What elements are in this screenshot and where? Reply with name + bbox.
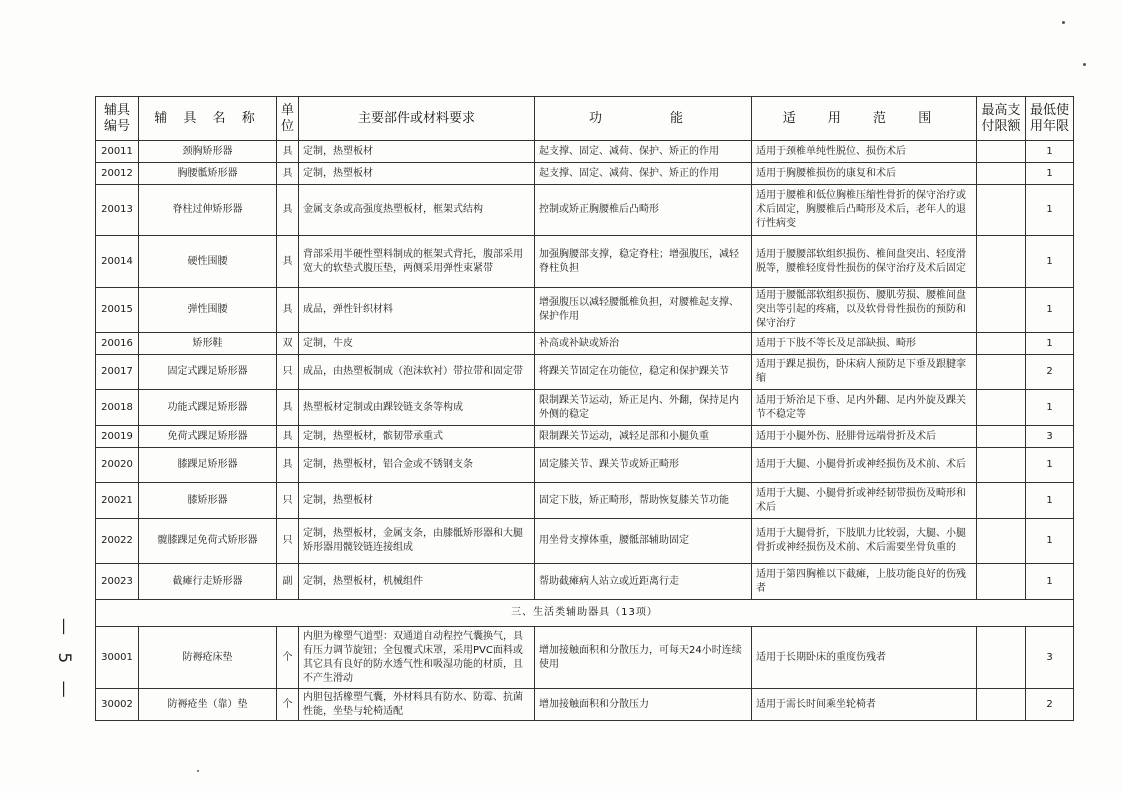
cell-function: 增加接触面积和分散压力，可每天24小时连续使用 bbox=[535, 627, 752, 689]
cell-function: 起支撑、固定、减荷、保护、矫正的作用 bbox=[535, 141, 752, 163]
header-code: 辅具编号 bbox=[96, 97, 139, 141]
cell-function: 固定下肢，矫正畸形，帮助恢复膝关节功能 bbox=[535, 483, 752, 519]
cell-function: 补高或补缺或矫治 bbox=[535, 333, 752, 355]
cell-unit: 个 bbox=[277, 627, 299, 689]
cell-name: 颈胸矫形器 bbox=[139, 141, 277, 163]
cell-material: 金属支条或高强度热塑板材，框架式结构 bbox=[299, 185, 535, 236]
cell-scope: 适用于踝足损伤，卧床病人预防足下垂及跟腱挛缩 bbox=[752, 355, 977, 390]
cell-unit: 具 bbox=[277, 141, 299, 163]
page-number: — 5 — bbox=[54, 618, 74, 704]
header-name: 辅 具 名 称 bbox=[139, 97, 277, 141]
cell-scope: 适用于大腿、小腿骨折或神经韧带损伤及畸形和术后 bbox=[752, 483, 977, 519]
assistive-device-table bbox=[95, 96, 1074, 721]
cell-max-price bbox=[977, 333, 1026, 355]
table-row bbox=[96, 333, 1074, 355]
cell-function: 控制或矫正胸腰椎后凸畸形 bbox=[535, 185, 752, 236]
cell-min-years: 1 bbox=[1026, 564, 1074, 600]
cell-function: 固定膝关节、踝关节或矫正畸形 bbox=[535, 448, 752, 483]
cell-name: 矫形鞋 bbox=[139, 333, 277, 355]
cell-min-years: 1 bbox=[1026, 288, 1074, 333]
cell-unit: 副 bbox=[277, 564, 299, 600]
header-unit: 单位 bbox=[277, 97, 299, 141]
cell-name: 功能式踝足矫形器 bbox=[139, 390, 277, 426]
table-row bbox=[96, 448, 1074, 483]
cell-unit: 具 bbox=[277, 236, 299, 288]
scan-speck bbox=[197, 770, 199, 772]
table-row bbox=[96, 163, 1074, 185]
table-row bbox=[96, 564, 1074, 600]
cell-code: 20014 bbox=[96, 236, 139, 288]
cell-unit: 具 bbox=[277, 163, 299, 185]
cell-min-years: 1 bbox=[1026, 448, 1074, 483]
table-row bbox=[96, 236, 1074, 288]
cell-code: 20013 bbox=[96, 185, 139, 236]
cell-min-years: 1 bbox=[1026, 163, 1074, 185]
cell-material: 定制，热塑板材 bbox=[299, 141, 535, 163]
cell-material: 成品，由热塑板制成（泡沫软衬）带拉带和固定带 bbox=[299, 355, 535, 390]
cell-unit: 个 bbox=[277, 689, 299, 721]
cell-name: 硬性围腰 bbox=[139, 236, 277, 288]
cell-max-price bbox=[977, 564, 1026, 600]
cell-code: 20016 bbox=[96, 333, 139, 355]
cell-unit: 具 bbox=[277, 288, 299, 333]
cell-scope: 适用于矫治足下垂、足内外翻、足内外旋及踝关节不稳定等 bbox=[752, 390, 977, 426]
table-row bbox=[96, 426, 1074, 448]
header-material: 主要部件或材料要求 bbox=[299, 97, 535, 141]
cell-material: 定制，热塑板材 bbox=[299, 163, 535, 185]
cell-max-price bbox=[977, 141, 1026, 163]
table-row bbox=[96, 390, 1074, 426]
cell-name: 固定式踝足矫形器 bbox=[139, 355, 277, 390]
cell-code: 20017 bbox=[96, 355, 139, 390]
cell-max-price bbox=[977, 627, 1026, 689]
cell-unit: 具 bbox=[277, 426, 299, 448]
cell-name: 胸腰骶矫形器 bbox=[139, 163, 277, 185]
cell-max-price bbox=[977, 185, 1026, 236]
cell-scope: 适用于需长时间乘坐轮椅者 bbox=[752, 689, 977, 721]
cell-code: 20015 bbox=[96, 288, 139, 333]
cell-function: 限制踝关节运动，减轻足部和小腿负重 bbox=[535, 426, 752, 448]
cell-material: 成品，弹性针织材料 bbox=[299, 288, 535, 333]
section-title: 三、生活类辅助器具（13项） bbox=[96, 600, 1074, 627]
cell-scope: 适用于腰骶部软组织损伤、腰肌劳损、腰椎间盘突出等引起的疼痛，以及软骨骨性损伤的预防和保守治疗 bbox=[752, 288, 977, 333]
cell-min-years: 2 bbox=[1026, 355, 1074, 390]
cell-max-price bbox=[977, 163, 1026, 185]
cell-name: 免荷式踝足矫形器 bbox=[139, 426, 277, 448]
cell-material: 定制，热塑板材，髌韧带承重式 bbox=[299, 426, 535, 448]
section-row bbox=[96, 600, 1074, 627]
table-row bbox=[96, 288, 1074, 333]
cell-function: 增强腹压以减轻腰骶椎负担，对腰椎起支撑、保护作用 bbox=[535, 288, 752, 333]
cell-name: 截瘫行走矫形器 bbox=[139, 564, 277, 600]
cell-code: 20018 bbox=[96, 390, 139, 426]
cell-max-price bbox=[977, 390, 1026, 426]
cell-code: 20023 bbox=[96, 564, 139, 600]
cell-scope: 适用于胸腰椎损伤的康复和术后 bbox=[752, 163, 977, 185]
cell-code: 20021 bbox=[96, 483, 139, 519]
cell-scope: 适用于腰椎和低位胸椎压缩性骨折的保守治疗或术后固定，胸腰椎后凸畸形及术后，老年人的退行性病变 bbox=[752, 185, 977, 236]
cell-min-years: 2 bbox=[1026, 689, 1074, 721]
scan-speck bbox=[1083, 63, 1086, 66]
table-row bbox=[96, 355, 1074, 390]
cell-name: 防褥疮坐（靠）垫 bbox=[139, 689, 277, 721]
cell-max-price bbox=[977, 448, 1026, 483]
cell-scope: 适用于颈椎单纯性脱位、损伤术后 bbox=[752, 141, 977, 163]
cell-unit: 只 bbox=[277, 355, 299, 390]
cell-unit: 双 bbox=[277, 333, 299, 355]
table-row bbox=[96, 483, 1074, 519]
cell-material: 背部采用半硬性塑料制成的框架式背托，腹部采用宽大的软垫式腹压垫，两侧采用弹性束紧带 bbox=[299, 236, 535, 288]
cell-material: 定制，热塑板材 bbox=[299, 483, 535, 519]
cell-function: 起支撑、固定、减荷、保护、矫正的作用 bbox=[535, 163, 752, 185]
cell-unit: 只 bbox=[277, 483, 299, 519]
cell-code: 20022 bbox=[96, 519, 139, 564]
cell-max-price bbox=[977, 426, 1026, 448]
cell-min-years: 1 bbox=[1026, 141, 1074, 163]
cell-function: 限制踝关节运动，矫正足内、外翻，保持足内外侧的稳定 bbox=[535, 390, 752, 426]
cell-min-years: 3 bbox=[1026, 426, 1074, 448]
cell-min-years: 1 bbox=[1026, 236, 1074, 288]
cell-code: 20019 bbox=[96, 426, 139, 448]
cell-code: 30002 bbox=[96, 689, 139, 721]
cell-min-years: 1 bbox=[1026, 519, 1074, 564]
cell-name: 膝踝足矫形器 bbox=[139, 448, 277, 483]
cell-min-years: 1 bbox=[1026, 185, 1074, 236]
cell-scope: 适用于大腿骨折，下肢肌力比较弱，大腿、小腿骨折或神经损伤及术前、术后需要坐骨负重的 bbox=[752, 519, 977, 564]
cell-function: 加强胸腰部支撑，稳定脊柱；增强腹压，减轻脊柱负担 bbox=[535, 236, 752, 288]
cell-material: 内胆包括橡塑气囊，外材料具有防水、防霉、抗菌性能，坐垫与轮椅适配 bbox=[299, 689, 535, 721]
cell-scope: 适用于大腿、小腿骨折或神经损伤及术前、术后 bbox=[752, 448, 977, 483]
cell-function: 用坐骨支撑体重，腰骶部辅助固定 bbox=[535, 519, 752, 564]
cell-material: 定制，热塑板材，机械组件 bbox=[299, 564, 535, 600]
cell-name: 髋膝踝足免荷式矫形器 bbox=[139, 519, 277, 564]
cell-max-price bbox=[977, 689, 1026, 721]
table-row bbox=[96, 627, 1074, 689]
cell-material: 定制，牛皮 bbox=[299, 333, 535, 355]
cell-scope: 适用于长期卧床的重度伤残者 bbox=[752, 627, 977, 689]
cell-material: 内胆为橡塑气道型：双通道自动程控气囊换气，具有压力调节旋钮；全包覆式床罩，采用PVC面料或其它具有良好的防水透气性和吸湿功能的材质，且不产生滑动 bbox=[299, 627, 535, 689]
cell-scope: 适用于下肢不等长及足部缺损、畸形 bbox=[752, 333, 977, 355]
cell-code: 20020 bbox=[96, 448, 139, 483]
cell-name: 脊柱过伸矫形器 bbox=[139, 185, 277, 236]
cell-min-years: 1 bbox=[1026, 333, 1074, 355]
cell-name: 弹性围腰 bbox=[139, 288, 277, 333]
cell-min-years: 3 bbox=[1026, 627, 1074, 689]
table-row bbox=[96, 689, 1074, 721]
cell-scope: 适用于腰腰部软组织损伤、椎间盘突出、轻度滑脱等，腰椎轻度骨性损伤的保守治疗及术后固定 bbox=[752, 236, 977, 288]
cell-code: 30001 bbox=[96, 627, 139, 689]
cell-min-years: 1 bbox=[1026, 390, 1074, 426]
cell-max-price bbox=[977, 519, 1026, 564]
cell-function: 帮助截瘫病人站立或近距离行走 bbox=[535, 564, 752, 600]
cell-unit: 具 bbox=[277, 448, 299, 483]
header-max-price: 最高支付限额 bbox=[977, 97, 1026, 141]
cell-function: 增加接触面积和分散压力 bbox=[535, 689, 752, 721]
header-scope: 适 用 范 围 bbox=[752, 97, 977, 141]
header-function: 功 能 bbox=[535, 97, 752, 141]
cell-scope: 适用于第四胸椎以下截瘫，上肢功能良好的伤残者 bbox=[752, 564, 977, 600]
table-row bbox=[96, 519, 1074, 564]
cell-scope: 适用于小腿外伤、胫腓骨远端骨折及术后 bbox=[752, 426, 977, 448]
table-header-row bbox=[96, 97, 1074, 141]
cell-unit: 只 bbox=[277, 519, 299, 564]
cell-name: 防褥疮床垫 bbox=[139, 627, 277, 689]
table-row bbox=[96, 185, 1074, 236]
cell-unit: 具 bbox=[277, 185, 299, 236]
cell-max-price bbox=[977, 355, 1026, 390]
cell-material: 定制，热塑板材，金属支条，由膝骶矫形器和大腿矫形器用髋铰链连接组成 bbox=[299, 519, 535, 564]
header-min-years: 最低使用年限 bbox=[1026, 97, 1074, 141]
cell-material: 定制，热塑板材，铝合金或不锈钢支条 bbox=[299, 448, 535, 483]
cell-unit: 具 bbox=[277, 390, 299, 426]
scan-speck bbox=[1062, 21, 1065, 24]
cell-material: 热塑板材定制或由踝铰链支条等构成 bbox=[299, 390, 535, 426]
cell-code: 20012 bbox=[96, 163, 139, 185]
cell-code: 20011 bbox=[96, 141, 139, 163]
cell-max-price bbox=[977, 288, 1026, 333]
cell-function: 将踝关节固定在功能位，稳定和保护踝关节 bbox=[535, 355, 752, 390]
cell-min-years: 1 bbox=[1026, 483, 1074, 519]
table-row bbox=[96, 141, 1074, 163]
cell-max-price bbox=[977, 483, 1026, 519]
cell-max-price bbox=[977, 236, 1026, 288]
cell-name: 膝矫形器 bbox=[139, 483, 277, 519]
